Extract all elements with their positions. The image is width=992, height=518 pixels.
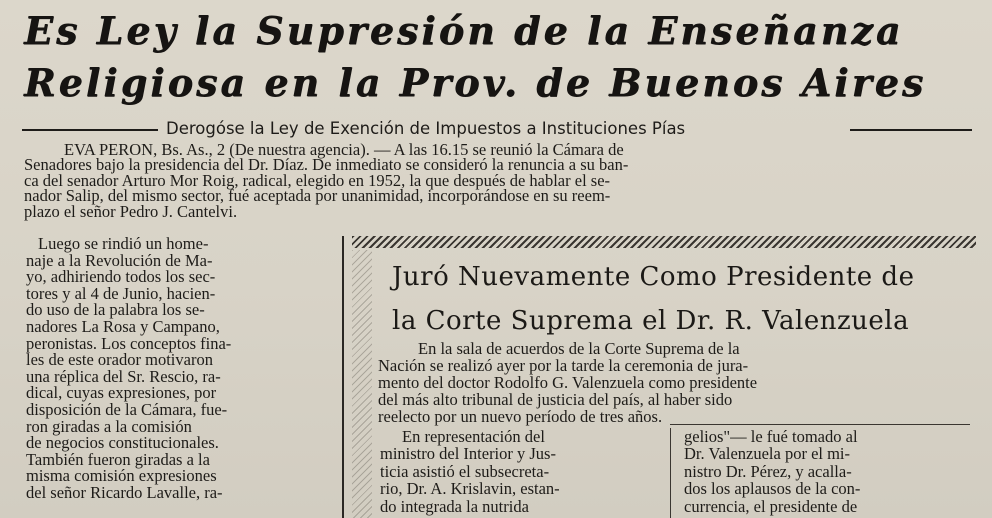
- box-column-a-line: ticia asistió el subsecreta-: [380, 461, 550, 481]
- box-column-b-line: Dr. Valenzuela por el mi-: [684, 444, 851, 464]
- left-column-line: de negocios constitucionales.: [26, 433, 219, 453]
- left-column-line: do uso de la palabra los se-: [26, 300, 205, 320]
- left-column-line: dical, cuyas expresiones, por: [26, 383, 217, 403]
- lead-line: ca del senador Arturo Mor Roig, radical, elegido en 1952, la que después de hablar el se-: [24, 170, 611, 190]
- box-left-border: [352, 250, 372, 518]
- left-column-line: una réplica del Sr. Rescio, ra-: [26, 366, 221, 386]
- left-column-line: disposición de la Cámara, fue-: [26, 399, 228, 419]
- box-column-a-line: En representación del: [402, 427, 545, 446]
- box-column-a-line: ministro del Interior y Jus-: [380, 444, 556, 464]
- box-column-a-line: do integrada la nutrida: [380, 496, 529, 516]
- box-body-line: reelecto por un nuevo período de tres años.: [378, 407, 663, 426]
- left-column-line: naje a la Revolución de Ma-: [26, 250, 213, 270]
- subheadline-text: Derogóse la Ley de Exención de Impuestos a Instituciones Pías: [166, 119, 686, 138]
- box-inner-top-rule: [670, 424, 970, 425]
- left-column-line: yo, adhiriendo todos los sec-: [26, 267, 216, 287]
- subheadline: [22, 119, 972, 139]
- lead-line: Senadores bajo la presidencia del Dr. Díaz. De inmediato se consideró la renuncia a su ban-: [24, 155, 629, 175]
- left-column-text: [26, 236, 336, 502]
- box-column-b: [684, 428, 976, 515]
- subheadline-rule-left: [22, 129, 158, 131]
- headline-line-2: Religiosa en la Prov. de Buenos Aires: [24, 60, 927, 105]
- box-top-border: [352, 236, 976, 248]
- box-body-line: Nación se realizó ayer por la tarde la ceremonia de jura-: [378, 356, 749, 375]
- left-column-line: ron giradas a la comisión: [26, 416, 192, 436]
- left-column-line: nadores La Rosa y Campano,: [26, 316, 220, 336]
- box-title-line-1: Juró Nuevamente Como Presidente de: [392, 262, 915, 292]
- left-column-line: misma comisión expresiones: [26, 466, 217, 486]
- box-column-b-line: dos los aplausos de la con-: [684, 479, 861, 499]
- subheadline-rule-right: [850, 129, 972, 131]
- left-column-line: También fueron giradas a la: [26, 449, 210, 469]
- box-column-b-line: currencia, el presidente de: [684, 496, 858, 516]
- box-inner-divider: [670, 428, 671, 518]
- box-body-line: En la sala de acuerdos de la Corte Suprema de la: [418, 339, 740, 358]
- lead-paragraph: [24, 142, 974, 219]
- box-title-line-2: la Corte Suprema el Dr. R. Valenzuela: [392, 306, 910, 336]
- left-column-line: tores y al 4 de Junio, hacien-: [26, 283, 216, 303]
- lead-line: EVA PERON, Bs. As., 2 (De nuestra agencia). — A las 16.15 se reunió la Cámara de: [64, 140, 624, 159]
- box-body-line: mento del doctor Rodolfo G. Valenzuela como presidente: [378, 373, 758, 392]
- headline-line-1: Es Ley la Supresión de la Enseñanza: [24, 8, 904, 53]
- box-body-line: del más alto tribunal de justicia del país, al haber sido: [378, 390, 733, 409]
- box-body-paragraph: [378, 340, 973, 425]
- column-divider: [342, 236, 344, 518]
- box-column-b-line: nistro Dr. Pérez, y acalla-: [684, 461, 852, 481]
- left-column-line: Luego se rindió un home-: [38, 234, 209, 253]
- left-column-line: les de este orador motivaron: [26, 350, 213, 370]
- lead-line: plazo el señor Pedro J. Cantelvi.: [24, 201, 238, 221]
- box-column-a-line: rio, Dr. A. Krislavin, estan-: [380, 479, 560, 499]
- left-column-line: peronistas. Los conceptos fina-: [26, 333, 232, 353]
- left-column-line: del señor Ricardo Lavalle, ra-: [26, 482, 223, 502]
- lead-line: nador Salip, del mismo sector, fué aceptada por unanimidad, incorporándose en su reem-: [24, 186, 611, 206]
- box-column-b-line: gelios"— le fué tomado al: [684, 427, 858, 446]
- box-column-a: [380, 428, 660, 515]
